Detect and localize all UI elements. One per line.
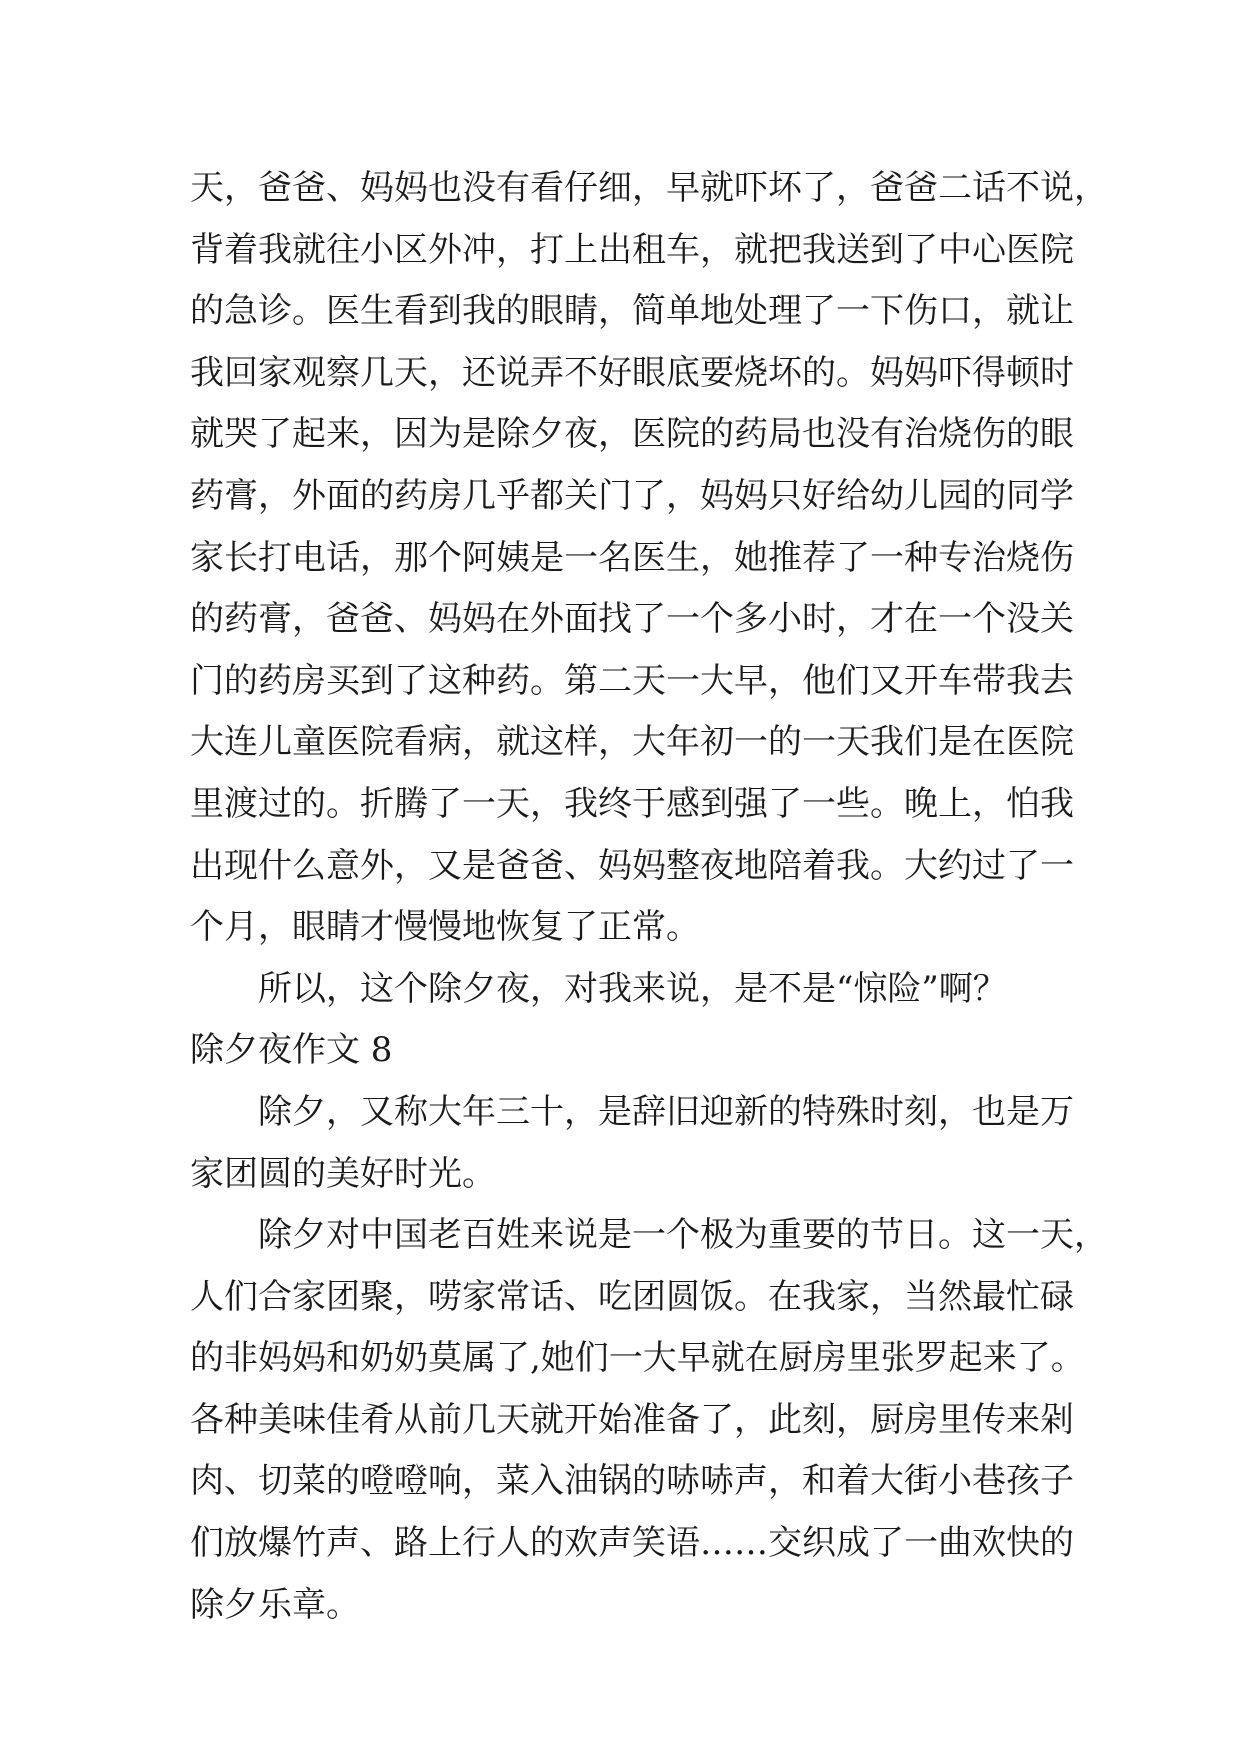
- text-line: 大连儿童医院看病，就这样，大年初一的一天我们是在医院: [190, 722, 1074, 763]
- text-line: 个月，眼睛才慢慢地恢复了正常。: [190, 907, 700, 948]
- text-line: 各种美味佳肴从前几天就开始准备了，此刻，厨房里传来剁: [190, 1399, 1074, 1440]
- text-line: 的非妈妈和奶奶莫属了,她们一大早就在厨房里张罗起来了。: [190, 1338, 1085, 1379]
- text-line: 我回家观察几天，还说弄不好眼底要烧坏的。妈妈吓得顿时: [190, 352, 1074, 393]
- text-line: 的急诊。医生看到我的眼睛，简单地处理了一下伤口，就让: [190, 291, 1074, 332]
- text-line: 除夕对中国老百姓来说是一个极为重要的节日。这一天，: [258, 1215, 1108, 1256]
- text-line: 除夕，又称大年三十，是辞旧迎新的特殊时刻，也是万: [258, 1091, 1074, 1132]
- text-line: 肉、切菜的噔噔响，菜入油锅的哧哧声，和着大街小巷孩子: [190, 1461, 1074, 1502]
- text-line: 出现什么意外，又是爸爸、妈妈整夜地陪着我。大约过了一: [190, 845, 1074, 886]
- text-line: 所以，这个除夕夜，对我来说，是不是“惊险”啊？: [258, 968, 1007, 1009]
- text-line: 药膏，外面的药房几乎都关门了，妈妈只好给幼儿园的同学: [190, 475, 1074, 516]
- text-line: 们放爆竹声、路上行人的欢声笑语……交织成了一曲欢快的: [190, 1523, 1074, 1564]
- text-line: 天，爸爸、妈妈也没有看仔细，早就吓坏了，爸爸二话不说，: [190, 168, 1108, 208]
- text-line: 背着我就往小区外冲，打上出租车，就把我送到了中心医院: [190, 229, 1074, 270]
- section-heading: 除夕夜作文 8: [190, 1030, 393, 1071]
- text-line: 人们合家团聚，唠家常话、吃团圆饭。在我家，当然最忙碌: [190, 1276, 1074, 1317]
- text-line: 除夕乐章。: [190, 1584, 360, 1625]
- text-line: 里渡过的。折腾了一天，我终于感到强了一些。晚上，怕我: [190, 783, 1074, 824]
- text-line: 门的药房买到了这种药。第二天一大早，他们又开车带我去: [190, 660, 1074, 701]
- text-line: 家团圆的美好时光。: [190, 1153, 496, 1194]
- text-line: 就哭了起来，因为是除夕夜，医院的药局也没有治烧伤的眼: [190, 414, 1074, 455]
- body-text: [190, 158, 1108, 1636]
- text-line: 家长打电话，那个阿姨是一名医生，她推荐了一种专治烧伤: [190, 537, 1074, 578]
- text-line: 的药膏，爸爸、妈妈在外面找了一个多小时，才在一个没关: [190, 599, 1074, 640]
